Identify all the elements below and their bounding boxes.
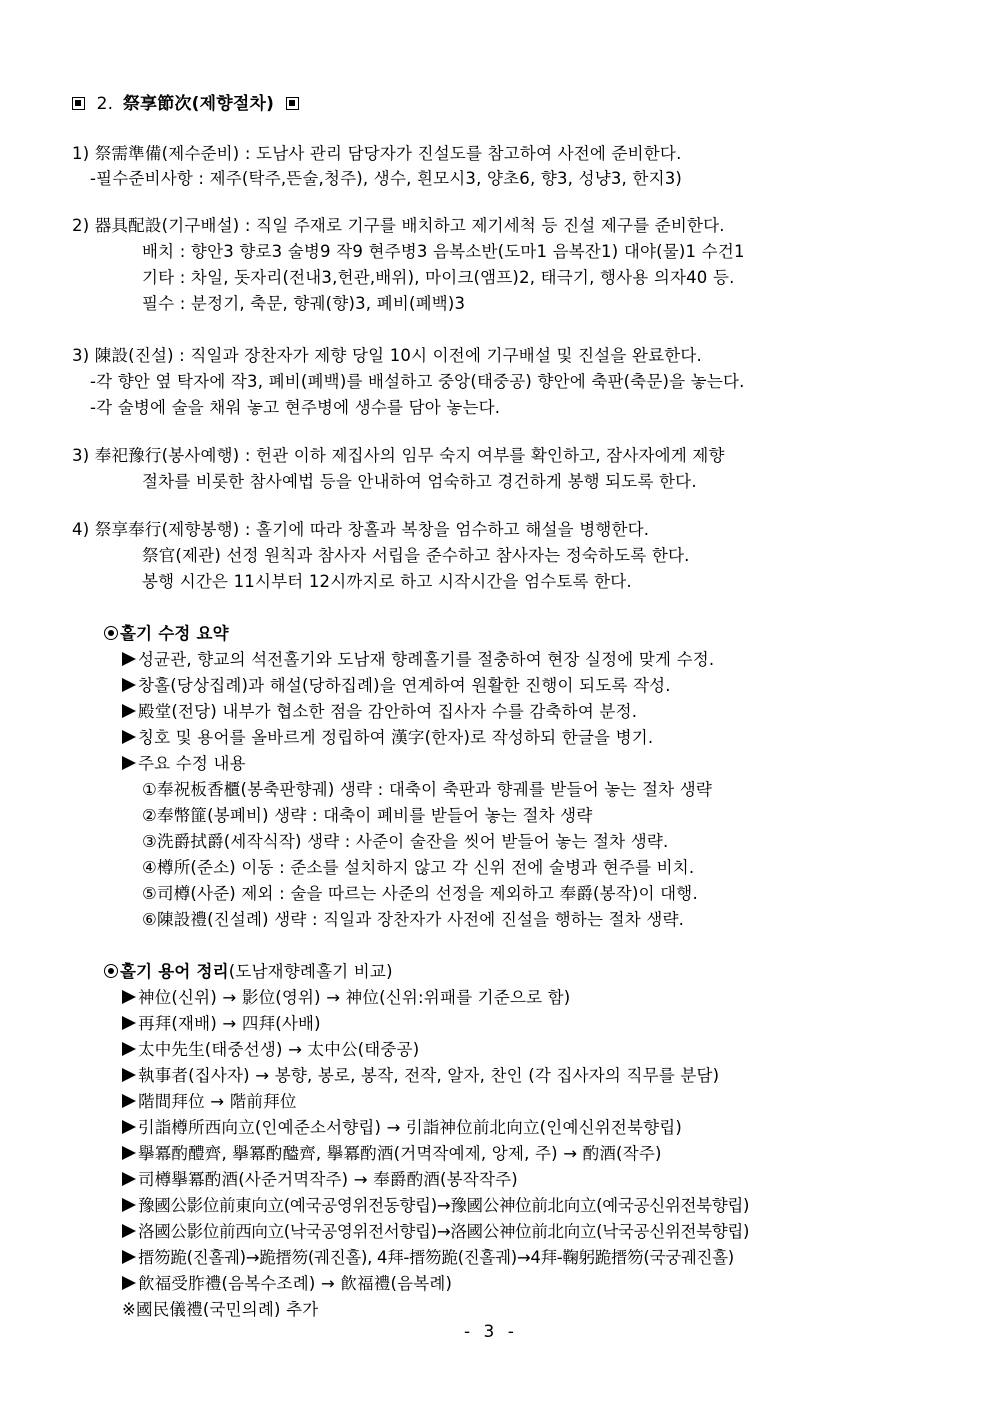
summary-sub-item: ①奉祝板香櫃(봉축판향궤) 생략 : 대축이 축판과 향궤를 받들어 놓는 절차 생략 (142, 780, 713, 799)
circle-bullet-icon (104, 626, 118, 640)
s1-line2: -필수준비사항 : 제주(탁주,뜬술,청주), 생수, 흰모시3, 양초6, 향3, 성냥3, 한지3) (90, 169, 683, 188)
triangle-bullet-icon (122, 1198, 136, 1212)
s5-line2: 祭官(제관) 선정 원칙과 참사자 서립을 준수하고 참사자는 정숙하도록 한다. (142, 546, 690, 565)
terms-item-text: 擧冪酌醴齊, 擧冪酌醠齊, 擧冪酌酒(거멱작예제, 앙제, 주) → 酌酒(작주) (138, 1144, 662, 1163)
summary-item (122, 752, 246, 776)
triangle-bullet-icon (122, 704, 136, 718)
summary-item (122, 726, 653, 750)
s3-line1: 3) 陳設(진설) : 직일과 장찬자가 제향 당일 10시 이전에 기구배설 및 진설을 완료한다. (72, 346, 702, 365)
square-bullet-icon (72, 97, 85, 110)
terms-item (122, 1090, 297, 1114)
triangle-bullet-icon (122, 1276, 136, 1290)
s2-line3: 기타 : 차일, 돗자리(전내3,헌관,배위), 마이크(앰프)2, 태극기, 행사용 의자40 등. (142, 268, 735, 287)
terms-item (122, 1194, 749, 1218)
summary-item-text: 성균관, 향교의 석전홀기와 도남재 향례홀기를 절충하여 현장 실정에 맞게 수정. (138, 650, 715, 669)
terms-item-text: 洛國公影位前西向立(낙국공영위전서향립)→洛國公神位前北向立(낙국공신위전북향립) (138, 1222, 750, 1241)
summary-item-text: 殿堂(전당) 내부가 협소한 점을 감안하여 집사자 수를 감축하여 분정. (138, 702, 638, 721)
s2-line1: 2) 器具配設(기구배설) : 직일 주재로 기구를 배치하고 제기세척 등 진설 제구를 준비한다. (72, 216, 725, 235)
section-heading (72, 92, 299, 116)
summary-sub-item: ③洗爵拭爵(세작식작) 생략 : 사준이 술잔을 씻어 받들어 놓는 절차 생략. (142, 832, 669, 851)
triangle-bullet-icon (122, 1224, 136, 1238)
terms-title-bold: 홀기 용어 정리 (120, 962, 229, 981)
triangle-bullet-icon (122, 1172, 136, 1186)
triangle-bullet-icon (122, 652, 136, 666)
s1-line1: 1) 祭需準備(제수준비) : 도남사 관리 담당자가 진설도를 참고하여 사전에 준비한다. (72, 144, 682, 163)
triangle-bullet-icon (122, 990, 136, 1004)
terms-item (122, 1168, 518, 1192)
square-bullet-icon (286, 97, 299, 110)
s4-line2: 절차를 비롯한 참사예법 등을 안내하여 엄숙하고 경건하게 봉행 되도록 한다. (142, 472, 697, 491)
triangle-bullet-icon (122, 1120, 136, 1134)
summary-sub-item: ②奉幣篚(봉폐비) 생략 : 대축이 폐비를 받들어 놓는 절차 생략 (142, 806, 593, 825)
heading-number: 2. (96, 94, 114, 114)
s5-line1: 4) 祭享奉行(제향봉행) : 홀기에 따라 창홀과 복창을 엄수하고 해설을 병행한다. (72, 520, 650, 539)
triangle-bullet-icon (122, 1250, 136, 1264)
summary-title-text: 홀기 수정 요약 (120, 624, 229, 643)
terms-item (122, 1038, 419, 1062)
terms-item (122, 1246, 734, 1270)
s3-line3: -각 술병에 술을 채워 놓고 현주병에 생수를 담아 놓는다. (90, 398, 501, 417)
summary-item-text: 주요 수정 내용 (138, 754, 246, 773)
summary-item (122, 674, 671, 698)
summary-sub-item: ④樽所(준소) 이동 : 준소를 설치하지 않고 각 신위 전에 술병과 현주를 비치. (142, 858, 695, 877)
terms-item-text: 飮福受胙禮(음복수조례) → 飮福禮(음복례) (138, 1274, 453, 1293)
summary-item-text: 창홀(당상집례)과 해설(당하집례)을 연계하여 원활한 진행이 되도록 작성. (138, 676, 671, 695)
terms-item-text: 搢笏跪(진홀궤)→跪搢笏(궤진홀), 4拜-搢笏跪(진홀궤)→4拜-鞠躬跪搢笏(국궁궤진홀) (138, 1248, 734, 1267)
terms-item-text: 司樽擧冪酌酒(사준거멱작주) → 奉爵酌酒(봉작작주) (138, 1170, 518, 1189)
triangle-bullet-icon (122, 730, 136, 744)
terms-item (122, 1012, 321, 1036)
terms-item-text: 豫國公影位前東向立(예국공영위전동향립)→豫國公神位前北向立(예국공신위전북향립) (138, 1196, 750, 1215)
triangle-bullet-icon (122, 1094, 136, 1108)
terms-title (104, 960, 393, 984)
terms-item (122, 1272, 452, 1296)
triangle-bullet-icon (122, 1068, 136, 1082)
terms-item-text: 太中先生(태중선생) → 太中公(태중공) (138, 1040, 420, 1059)
heading-text: 祭享節次(제향절차) (122, 94, 275, 114)
terms-item (122, 1116, 682, 1140)
summary-sub-item: ⑥陳設禮(진설례) 생략 : 직일과 장찬자가 사전에 진설을 행하는 절차 생략. (142, 910, 685, 929)
terms-item-text: 神位(신위) → 影位(영위) → 神位(신위:위패를 기준으로 함) (138, 988, 571, 1007)
s2-line4: 필수 : 분정기, 축문, 향궤(향)3, 폐비(폐백)3 (142, 294, 466, 313)
s3-line2: -각 향안 옆 탁자에 작3, 폐비(폐백)를 배설하고 중앙(태중공) 향안에 축판(축문)을 놓는다. (90, 372, 745, 391)
circle-bullet-icon (104, 964, 118, 978)
terms-item-text: 再拜(재배) → 四拜(사배) (138, 1014, 321, 1033)
terms-title-normal: (도남재향례홀기 비교) (228, 962, 393, 981)
page-number: - 3 - (464, 1322, 518, 1342)
s2-line2: 배치 : 향안3 향로3 술병9 작9 현주병3 음복소반(도마1 음복잔1) 대야(물)1 수건1 (142, 242, 745, 261)
s5-line3: 봉행 시간은 11시부터 12시까지로 하고 시작시간을 엄수토록 한다. (142, 572, 632, 591)
triangle-bullet-icon (122, 756, 136, 770)
summary-item (122, 648, 714, 672)
summary-item-text: 칭호 및 용어를 올바르게 정립하여 漢字(한자)로 작성하되 한글을 병기. (138, 728, 654, 747)
terms-note: ※國民儀禮(국민의례) 추가 (122, 1300, 319, 1319)
terms-item (122, 1064, 719, 1088)
terms-item (122, 986, 570, 1010)
triangle-bullet-icon (122, 1042, 136, 1056)
summary-title (104, 622, 229, 646)
terms-item-text: 階間拜位 → 階前拜位 (138, 1092, 297, 1111)
terms-item-text: 引詣樽所西向立(인예준소서향립) → 引詣神位前北向立(인예신위전북향립) (138, 1118, 683, 1137)
terms-item-text: 執事者(집사자) → 봉향, 봉로, 봉작, 전작, 알자, 찬인 (각 집사자의 직무를 분담) (138, 1066, 720, 1085)
triangle-bullet-icon (122, 678, 136, 692)
triangle-bullet-icon (122, 1016, 136, 1030)
terms-item (122, 1220, 749, 1244)
s4-line1: 3) 奉祀豫行(봉사예행) : 헌관 이하 제집사의 임무 숙지 여부를 확인하고, 잠사자에게 제향 (72, 446, 725, 465)
terms-item (122, 1142, 662, 1166)
triangle-bullet-icon (122, 1146, 136, 1160)
summary-sub-item: ⑤司樽(사준) 제외 : 술을 따르는 사준의 선정을 제외하고 奉爵(봉작)이 대행. (142, 884, 698, 903)
summary-item (122, 700, 637, 724)
